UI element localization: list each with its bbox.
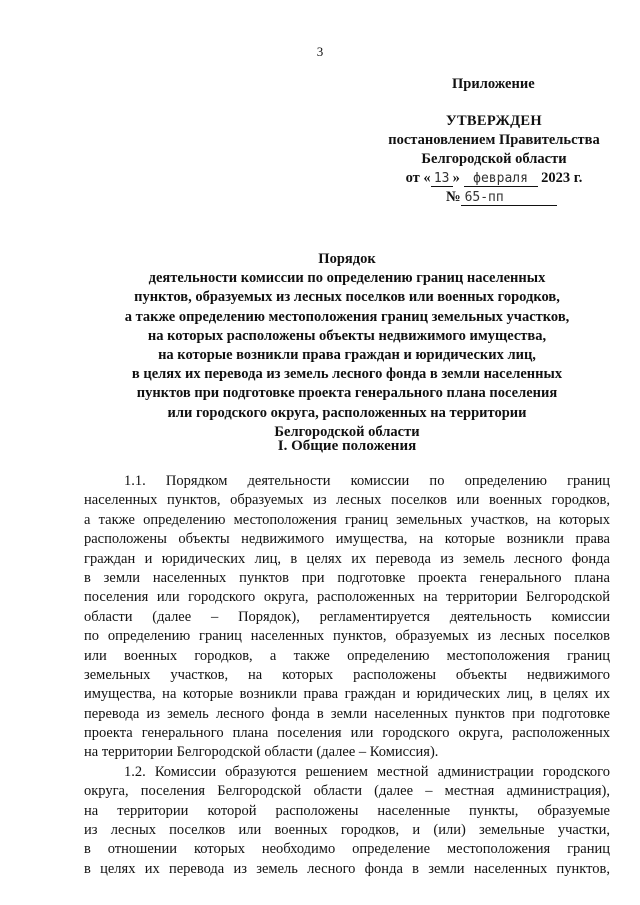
approval-stamp-block [378, 112, 610, 207]
body-line: из лесных поселков или военных городков, и (или) земельные участки, [84, 822, 610, 839]
approval-date-line [378, 169, 610, 188]
body-line: расположены объекты недвижимого имущества, на которые возникли права [84, 531, 610, 548]
order-title-line: на которых расположены объекты недвижимого имущества, [147, 327, 547, 344]
body-line: населенных пунктов, образуемых из лесных поселков или военных городков, [84, 492, 610, 509]
order-title [80, 250, 614, 442]
approval-number-line [422, 188, 610, 207]
body-line: перевода из земель лесного фонда в земли населенных пунктов при подготовке [84, 705, 610, 722]
body-line: по определению границ населенных пунктов, образуемых из лесных поселков [84, 628, 610, 645]
body-line: на территории которой расположены населенные пункты, образуемые [84, 802, 610, 819]
body-line: проекта генерального плана поселения или городского округа, расположенных [84, 725, 610, 742]
date-prefix: от « [405, 170, 431, 186]
body-line: округа, поселения Белгородской области (далее – местная администрация), [84, 783, 610, 800]
body-line: граждан и юридических лиц, в целях их перевода из земель лесного фонда [84, 550, 610, 567]
order-title-line: на которые возникли права граждан и юридических лиц, [158, 347, 536, 364]
order-title-line: пунктов при подготовке проекта генерального плана поселения [136, 385, 558, 402]
body-line: на территории Белгородской области (далее – Комиссия). [84, 744, 439, 761]
date-year: 2023 г. [541, 170, 583, 186]
number-prefix: № [446, 189, 461, 205]
order-title-line: Белгородской области [274, 423, 420, 440]
body-line: земельных участков, на которых расположены объекты недвижимого [84, 666, 610, 683]
body-text [84, 472, 610, 879]
order-title-line: Порядок [318, 251, 376, 267]
body-line: 1.1. Порядком деятельности комиссии по определению границ [124, 473, 610, 489]
date-month: февраля [464, 171, 538, 187]
order-title-line: деятельности комиссии по определению границ населенных [148, 270, 546, 287]
order-title-line: в целях их перевода из земель лесного фонда в земли населенных [131, 366, 563, 383]
approval-line-1: постановлением Правительства [388, 132, 600, 148]
body-line: области (далее – Порядок), регламентируется деятельность комиссии [84, 608, 610, 625]
approved-title: УТВЕРЖДЕН [446, 113, 542, 129]
body-line: в земли населенных пунктов при подготовке проекта генерального плана [84, 569, 610, 586]
page-number: 3 [316, 44, 324, 59]
order-title-line: а также определению местоположения границ земельных участков, [124, 308, 570, 325]
body-line: 1.2. Комиссии образуются решением местной администрации городского [124, 763, 610, 780]
body-line: а также определению местоположения границ земельных участков, на которых [84, 511, 610, 528]
date-day: 13 [431, 171, 453, 187]
section-heading: I. Общие положения [277, 438, 417, 454]
body-line: или военных городков, а также определению местоположения границ [84, 647, 610, 664]
number-value: 65-пп [461, 190, 557, 206]
order-title-line: или городского округа, расположенных на территории [167, 404, 527, 421]
body-line: имущества, на которые возникли права граждан и юридических лиц, в целях их [84, 686, 610, 703]
body-line: в целях их перевода из земель лесного фонда в земли населенных пунктов, [84, 860, 610, 877]
body-line: поселения или городского округа, расположенных на территории Белгородской [84, 589, 610, 606]
approval-line-2: Белгородской области [421, 151, 567, 167]
appendix-label: Приложение [452, 76, 535, 92]
order-title-line: пунктов, образуемых из лесных поселков или военных городков, [134, 289, 560, 306]
body-line: в отношении которых необходимо определение местоположения границ [84, 841, 610, 858]
date-mid: » [452, 170, 460, 186]
